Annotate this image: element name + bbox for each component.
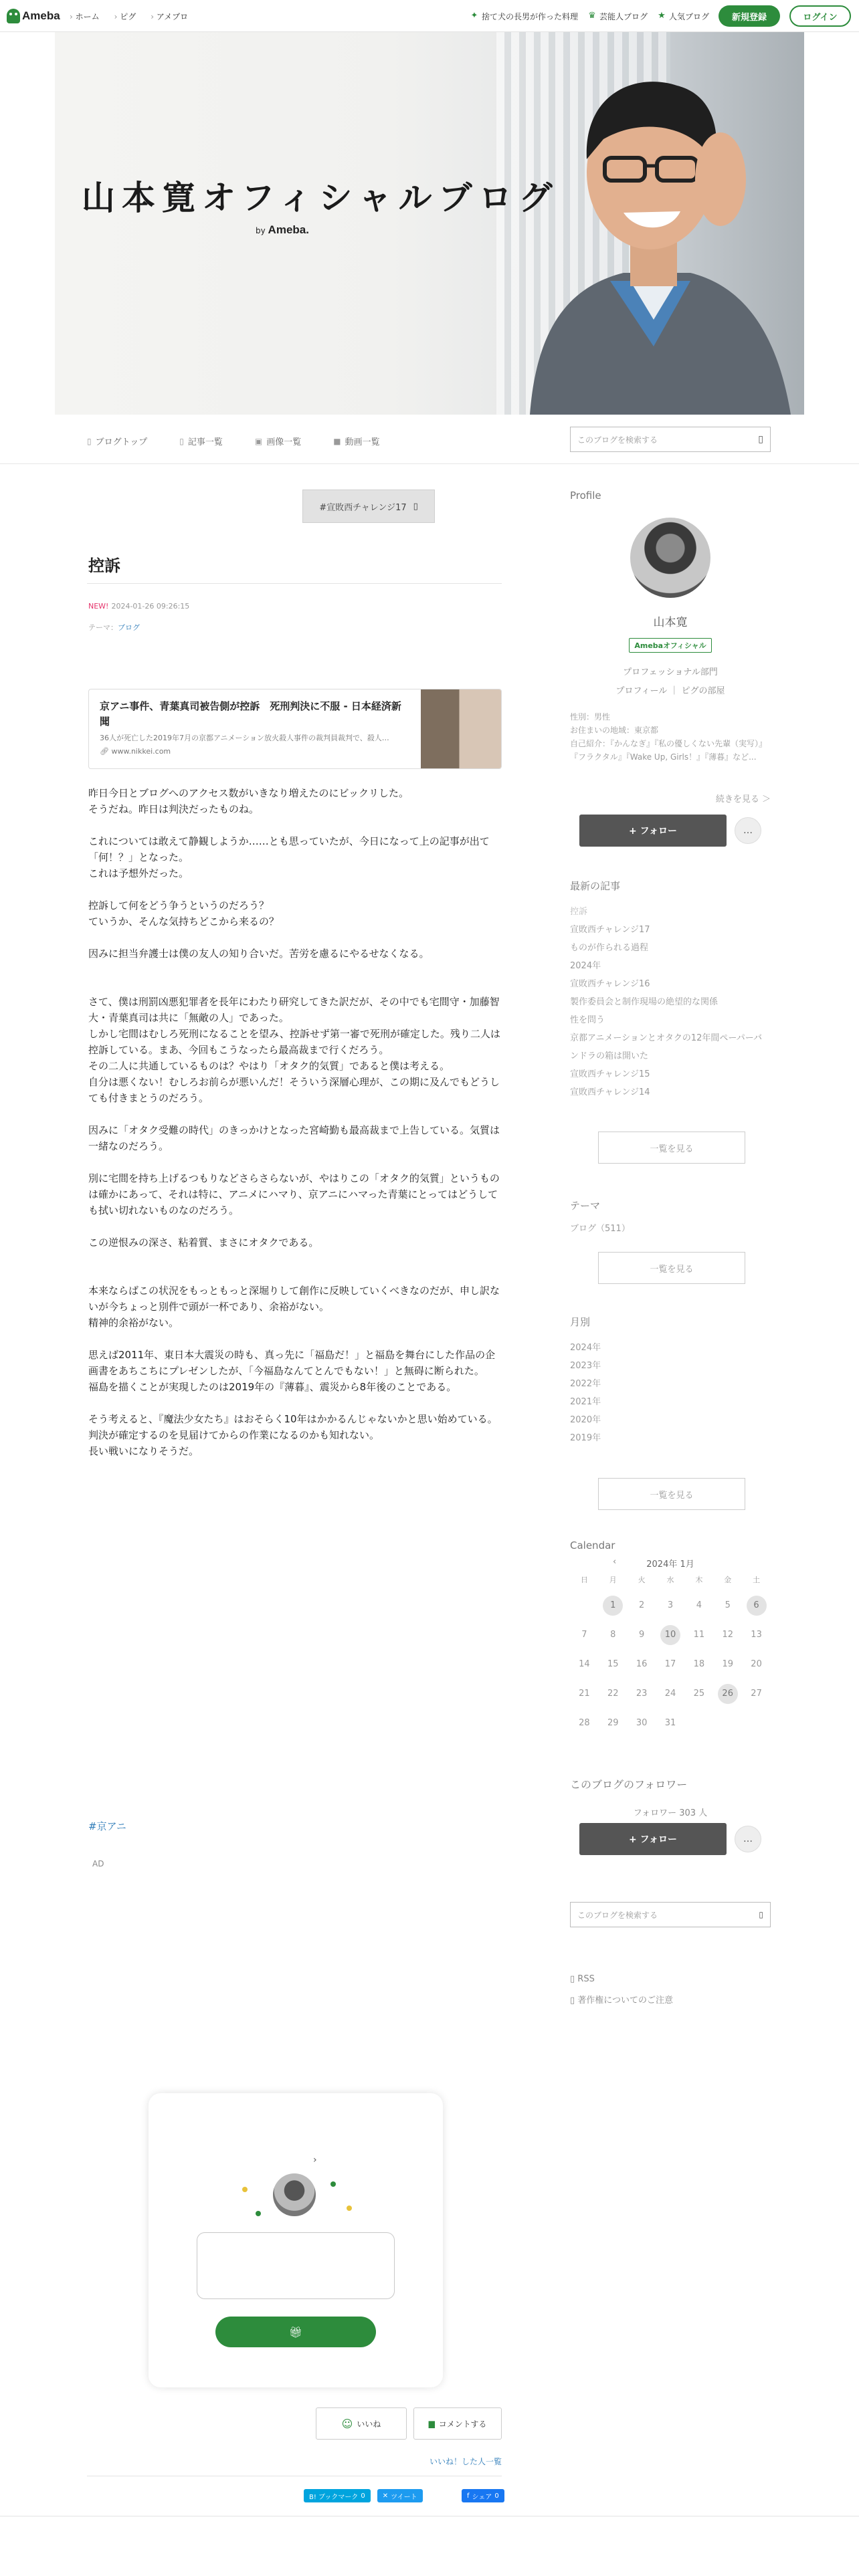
- entry-paragraph: 因みに担当弁護士は僕の友人の知り合いだ。苦労を慮るにやるせなくなる。: [88, 948, 430, 960]
- calendar-grid: [570, 1574, 771, 1733]
- follower-count[interactable]: フォロワー 303 人: [633, 1808, 708, 1818]
- month-item[interactable]: 2022年: [570, 1379, 601, 1389]
- entry-paragraph: [88, 1251, 503, 1267]
- title-divider: [87, 583, 502, 584]
- calendar-day: 31: [664, 1718, 676, 1728]
- calendar-dow: 木: [695, 1576, 703, 1584]
- sparkle-icon: [347, 2206, 352, 2211]
- link-icon: 🔗︎: [100, 747, 112, 756]
- profile-area: お住まいの地域：東京都: [570, 726, 659, 735]
- calendar-dow: 火: [638, 1576, 646, 1584]
- recent-entry-item[interactable]: 宣敗西チャレンジ17: [570, 925, 650, 935]
- recent-entries-heading: 最新の記事: [570, 880, 621, 892]
- entry-paragraph: その二人に共通しているものは？やはり「オタク的気質」であると僕は考える。: [88, 1060, 450, 1072]
- follow-button[interactable]: + フォロー: [579, 815, 727, 847]
- entry-paragraph: [88, 817, 503, 833]
- link-card-desc: 36人が死亡した2019年7月の京都アニメーション放火殺人事件の裁判員裁判で、殺人…: [100, 734, 389, 742]
- entry-paragraph: 思えば2011年、東日本大震災の時も、真っ先に「福島だ！」と福島を舞台にした作品の企画書をあちこちにプレゼンしたが、「今福島なんてとんでもない！」と無碍に断られた。: [88, 1349, 496, 1377]
- entry-paragraph: これは予想外だった。: [88, 867, 189, 879]
- calendar-day: 22: [607, 1689, 619, 1699]
- copyright-link[interactable]: [570, 1993, 673, 2006]
- entry-paragraph: 福島を描くことが実現したのは2019年の『薄暮』、震災から8年後のことである。: [88, 1381, 457, 1393]
- profile-info: [570, 710, 771, 764]
- calendar-day[interactable]: 10: [660, 1625, 680, 1645]
- calendar-day: 20: [751, 1659, 762, 1669]
- like-card: [149, 2093, 443, 2387]
- nav-image-list-label: 画像一覧: [266, 437, 302, 447]
- entry-paragraph: これについては敢えて静観しようか……とも思っていたが、今日になって上の記事が出て「何！？」となった。: [88, 835, 490, 863]
- tweet-button[interactable]: [377, 2489, 423, 2502]
- entry-paragraph: しかし宅間はむしろ死刑になることを望み、控訴せず第一審で死刑が確定した。残り二人は控訴している。まあ、今回もこうなったら最高裁まで行くだろう。: [88, 1028, 500, 1056]
- theme-link[interactable]: ブログ: [118, 623, 140, 632]
- calendar-day: [570, 1596, 599, 1616]
- calendar-day: [684, 1713, 713, 1733]
- entry-paragraph: 控訴して何をどう争うというのだろう？: [88, 899, 270, 911]
- month-item[interactable]: 2019年: [570, 1433, 601, 1443]
- calendar-month: 2024年 1月: [646, 1560, 694, 1570]
- calendar-day: 23: [636, 1689, 648, 1699]
- official-badge: Amebaオフィシャル: [629, 638, 712, 653]
- header-link-popular[interactable]: [657, 11, 709, 22]
- entry-paragraph: さて、僕は刑罰凶悪犯罪者を長年にわたり研究してきた訳だが、その中でも宅間守・加藤智大・青葉真司は共に「無敵の人」であった。: [88, 996, 500, 1024]
- profile-intro: 自己紹介：『かんなぎ』『私の優しくない先輩（実写）』『フラクタル』『Wake Up, Girls！』『薄暮』など...: [570, 739, 767, 762]
- calendar-day: 16: [636, 1659, 648, 1669]
- iine-button[interactable]: [316, 2407, 407, 2440]
- calendar-day: 7: [581, 1630, 587, 1640]
- entry-paragraph: [88, 1331, 503, 1347]
- image-icon: ▣: [254, 436, 263, 446]
- nav-video-list-label: 動画一覧: [345, 437, 380, 447]
- calendar-dow: 金: [724, 1576, 732, 1584]
- global-nav-pigg[interactable]: › ピグ: [114, 11, 136, 22]
- reaction-row: [316, 2407, 502, 2440]
- sparkle-icon: ✦: [470, 11, 478, 21]
- calendar-day[interactable]: 26: [718, 1684, 738, 1704]
- entry-paragraph: 長い戦いになりそうだ。: [88, 1445, 199, 1457]
- entry-paragraph: [88, 881, 503, 897]
- link-card[interactable]: [88, 689, 502, 769]
- comment-button[interactable]: [413, 2407, 502, 2440]
- crown-icon: ♛: [588, 11, 596, 21]
- more-options-icon[interactable]: …: [735, 817, 761, 844]
- monthly-heading: 月別: [570, 1316, 591, 1328]
- like-message-bubble: [197, 2232, 395, 2299]
- calendar-dow: 月: [609, 1576, 617, 1584]
- calendar-day: 8: [610, 1630, 616, 1640]
- register-button[interactable]: 新規登録: [719, 5, 780, 27]
- monthly-all-button[interactable]: 一覧を見る: [598, 1478, 745, 1510]
- entry-body: [88, 785, 503, 1459]
- recent-entry-item[interactable]: 宣敗西チャレンジ15: [570, 1069, 650, 1079]
- profile-category: プロフェッショナル部門: [623, 667, 718, 677]
- entry-theme: [88, 622, 140, 633]
- entry-paragraph: [88, 962, 503, 978]
- blog-search-placeholder: このブログを検索する: [577, 435, 658, 445]
- entry-paragraph: そうだね。昨日は判決だったものね。: [88, 803, 260, 815]
- by-brand: Ameba.: [268, 223, 309, 236]
- recent-entry-item[interactable]: 宣敗西チャレンジ16: [570, 979, 650, 989]
- recent-entry-item[interactable]: 京都アニメーションとオタクの12年間ペーパーバンドラの箱は開いた: [570, 1033, 763, 1061]
- profile-follow-row: [579, 815, 761, 847]
- followers-follow-row: [579, 1823, 761, 1855]
- iine-label: いいね: [357, 2419, 381, 2429]
- nav-video-list[interactable]: [333, 435, 379, 447]
- calendar-day: 14: [579, 1659, 590, 1669]
- smile-icon: ☺: [341, 2417, 353, 2430]
- facebook-icon: f: [467, 2492, 470, 2500]
- profile-avatar[interactable]: [630, 518, 710, 598]
- nav-entry-list-label: 記事一覧: [187, 437, 223, 447]
- link-card-thumbnail: [421, 689, 501, 769]
- new-badge: NEW!: [88, 602, 109, 611]
- rss-link[interactable]: [570, 1974, 595, 1984]
- separator: ｜: [670, 686, 682, 696]
- home-icon: ▯: [87, 436, 92, 446]
- recent-entry-item[interactable]: 2024年: [570, 961, 601, 971]
- blog-nav-items: [87, 435, 380, 447]
- entry-date-value: 2024-01-26 09:26:15: [111, 602, 190, 611]
- global-nav-ameblo[interactable]: › アメブロ: [151, 11, 188, 22]
- sparkle-icon: [242, 2187, 248, 2192]
- theme-prefix: テーマ：: [88, 623, 118, 632]
- entry-paragraph: [88, 1154, 503, 1170]
- entry-paragraph: [88, 930, 503, 946]
- by-prefix: by: [256, 226, 266, 235]
- calendar-day: 2: [638, 1600, 645, 1610]
- recent-entry-item[interactable]: ものが作られる過程: [570, 943, 649, 953]
- calendar-day: 12: [722, 1630, 733, 1640]
- more-options-icon[interactable]: …: [735, 1826, 761, 1852]
- entry-paragraph: 自分は悪くない！むしろお前らが悪いんだ！そういう深層心理が、この期に及んでもどうしても付きまとうのだろう。: [88, 1076, 500, 1104]
- tweet-label: ツイート: [391, 2493, 417, 2501]
- entry-hashtag-link[interactable]: #京アニ: [88, 1820, 126, 1832]
- hatena-count: 0: [361, 2492, 365, 2500]
- ameba-logo-icon: [7, 9, 20, 23]
- calendar-day[interactable]: 1: [603, 1596, 623, 1616]
- recent-entry-item[interactable]: 控訴: [570, 907, 588, 917]
- like-gift-button[interactable]: [215, 2317, 376, 2347]
- recent-entry-item[interactable]: 性を問う: [570, 1015, 605, 1025]
- calendar-day: 29: [607, 1718, 619, 1728]
- recent-entry-item[interactable]: 製作委員会と制作現場の絶望的な関係: [570, 997, 719, 1007]
- header-link-celebrity-label: 芸能人ブログ: [599, 11, 648, 21]
- header-link-celebrity[interactable]: [587, 11, 648, 22]
- calendar-day: 17: [664, 1659, 676, 1669]
- calendar-day: 15: [607, 1659, 619, 1669]
- recent-all-button[interactable]: 一覧を見る: [598, 1132, 745, 1164]
- header-link-pickup-label: 捨て犬の長男が作った料理: [481, 11, 578, 21]
- twitter-icon: ✕: [382, 2492, 389, 2500]
- calendar-day: 25: [693, 1689, 705, 1699]
- calendar-prev-icon[interactable]: ‹: [613, 1557, 617, 1567]
- ad-label: AD: [92, 1859, 104, 1868]
- calendar-day: 13: [751, 1630, 762, 1640]
- entry-paragraph: [88, 978, 503, 994]
- profile-gender: 性別：男性: [570, 712, 611, 722]
- header-link-pickup[interactable]: [470, 11, 578, 22]
- link-card-source: [100, 747, 171, 756]
- login-button[interactable]: ログイン: [789, 5, 851, 27]
- global-header-right: [470, 5, 851, 27]
- rss-icon: ▯: [570, 1974, 578, 1984]
- hatena-bookmark-button[interactable]: [304, 2489, 371, 2502]
- theme-list: [570, 1220, 771, 1238]
- entry-paragraph: [88, 1218, 503, 1235]
- profile-heading: Profile: [570, 490, 601, 502]
- entry-paragraph: 本来ならばこの状況をもっともっと深堀りして創作に反映していくべきなのだが、申し訳ないが今ちょっと別件で頭が一杯であり、余裕がない。: [88, 1285, 500, 1313]
- calendar-day: 28: [579, 1718, 590, 1728]
- calendar-day: 21: [579, 1689, 590, 1699]
- facebook-share-button[interactable]: [462, 2489, 504, 2502]
- external-link-icon: ▯: [413, 501, 418, 512]
- calendar-day: [742, 1713, 771, 1733]
- monthly-list: [570, 1339, 771, 1447]
- entry-paragraph: [88, 1267, 503, 1283]
- profile-name[interactable]: 山本寛: [653, 616, 688, 629]
- calendar-dow: 日: [580, 1576, 588, 1584]
- follow-button-2[interactable]: + フォロー: [579, 1823, 727, 1855]
- recent-entries-list: [570, 903, 771, 1101]
- calendar-dow: 土: [753, 1576, 761, 1584]
- recent-entry-item[interactable]: 宣敗西チャレンジ14: [570, 1087, 650, 1097]
- blog-title: 山本寛オフィシャルブログ: [82, 178, 559, 217]
- calendar-day: 5: [725, 1600, 731, 1610]
- blog-search-input[interactable]: [570, 427, 771, 452]
- entry-paragraph: 判決が確定するのを見届けてからの作業になるのかも知れない。: [88, 1429, 380, 1441]
- sparkle-icon: [256, 2211, 261, 2216]
- calendar-day: 18: [693, 1659, 705, 1669]
- by-ameba-label: [256, 223, 309, 237]
- calendar-heading: Calendar: [570, 1539, 615, 1551]
- chevron-right-icon[interactable]: ›: [313, 2155, 317, 2165]
- blog-nav: [0, 415, 859, 464]
- nav-entry-list[interactable]: [179, 435, 223, 447]
- entry-paragraph: この逆恨みの深さ、粘着質、まさにオタクである。: [88, 1237, 319, 1249]
- month-item[interactable]: 2024年: [570, 1343, 601, 1353]
- nav-image-list[interactable]: [255, 435, 301, 447]
- global-nav: [70, 11, 188, 22]
- calendar-day: 9: [638, 1630, 645, 1640]
- link-card-source-text: www.nikkei.com: [111, 747, 171, 756]
- sparkle-icon: [330, 2181, 336, 2187]
- share-row: [304, 2489, 423, 2502]
- sidebar-search-placeholder: このブログを検索する: [577, 1910, 658, 1920]
- search-icon[interactable]: ▯: [758, 434, 763, 445]
- sidebar-search-input[interactable]: [570, 1902, 771, 1927]
- comment-label: コメントする: [438, 2419, 487, 2429]
- hashtag-button-label: #宣敗西チャレンジ17: [319, 502, 407, 513]
- theme-item[interactable]: ブログ（511）: [570, 1224, 630, 1234]
- link-card-title: 京アニ事件、青葉真司被告側が控訴 死刑判決に不服 - 日本経済新聞: [100, 700, 401, 728]
- hashtag-button[interactable]: [302, 490, 435, 523]
- profile-more-link[interactable]: 続きを見る ＞: [715, 794, 771, 804]
- comment-icon: ▆: [428, 2419, 435, 2428]
- list-icon: ▯: [179, 436, 184, 446]
- entry-paragraph: ていうか、そんな気持ちどこから来るの？: [88, 916, 280, 928]
- facebook-count: 0: [494, 2492, 499, 2500]
- calendar-day: 24: [664, 1689, 676, 1699]
- calendar-day[interactable]: 6: [747, 1596, 767, 1616]
- theme-all-button[interactable]: 一覧を見る: [598, 1252, 745, 1284]
- copyright-icon: ▯: [570, 1996, 578, 2006]
- entry-paragraph: [88, 1106, 503, 1122]
- ameba-logo-text: Ameba: [22, 9, 60, 22]
- nav-blog-top-label: ブログトップ: [95, 437, 148, 447]
- month-item[interactable]: 2021年: [570, 1397, 601, 1407]
- nav-blog-top[interactable]: [87, 435, 147, 447]
- theme-heading: テーマ: [570, 1200, 601, 1212]
- entry-title[interactable]: 控訴: [88, 556, 120, 575]
- entry-paragraph: [88, 1395, 503, 1411]
- calendar-day: 4: [696, 1600, 702, 1610]
- entry-paragraph: 別に宅間を持ち上げるつもりなどさらさらないが、やはりこの「オタク的気質」というものは確かにあって、それは特に、アニメにハマり、京アニにハマった青葉にとってはどうしても拭い切れないものなのだろう。: [88, 1172, 500, 1216]
- author-avatar: [273, 2173, 316, 2216]
- calendar-day: [713, 1713, 742, 1733]
- calendar-dow: 水: [666, 1576, 674, 1584]
- calendar-day: 27: [751, 1689, 762, 1699]
- video-icon: ■: [333, 436, 341, 446]
- ameba-logo[interactable]: [7, 7, 63, 25]
- profile-link[interactable]: プロフィール: [615, 686, 668, 696]
- calendar-day: 11: [693, 1630, 705, 1640]
- entry-paragraph: 精神的余裕がない。: [88, 1317, 179, 1329]
- facebook-label: シェア: [472, 2493, 492, 2501]
- star-icon: ★: [658, 11, 666, 21]
- global-nav-home[interactable]: › ホーム: [70, 11, 100, 22]
- calendar-day: 30: [636, 1718, 648, 1728]
- global-header: [0, 0, 859, 32]
- blog-header-image[interactable]: [55, 32, 804, 415]
- month-item[interactable]: 2023年: [570, 1361, 601, 1371]
- entry-paragraph: 因みに「オタク受難の時代」のきっかけとなった宮崎勤も最高裁まで上告している。気質は一緒なのだろう。: [88, 1124, 500, 1152]
- pigg-room-link[interactable]: ピグの部屋: [681, 686, 725, 696]
- gift-icon: 🎁︎: [288, 2325, 303, 2339]
- copyright-label: 著作権についてのご注意: [577, 1996, 674, 2006]
- entry-paragraph: 昨日今日とブログへのアクセス数がいきなり増えたのにビックリした。: [88, 787, 409, 799]
- hatena-label: B! ブックマーク: [309, 2493, 359, 2501]
- month-item[interactable]: 2020年: [570, 1415, 601, 1425]
- iine-users-link[interactable]: いいね！した人一覧: [430, 2457, 502, 2466]
- search-icon[interactable]: ▯: [759, 1910, 763, 1919]
- profile-links: [570, 683, 771, 696]
- calendar-day: 3: [667, 1600, 674, 1610]
- header-link-popular-label: 人気ブログ: [668, 11, 709, 21]
- entry-paragraph: そう考えると、『魔法少女たち』はおそらく10年はかかるんじゃないかと思い始めている。: [88, 1413, 498, 1425]
- entry-date: [88, 602, 189, 611]
- calendar-day: 19: [722, 1659, 733, 1669]
- rss-label: RSS: [577, 1974, 595, 1984]
- followers-heading: このブログのフォロワー: [570, 1778, 688, 1791]
- author-portrait-image: [490, 32, 804, 415]
